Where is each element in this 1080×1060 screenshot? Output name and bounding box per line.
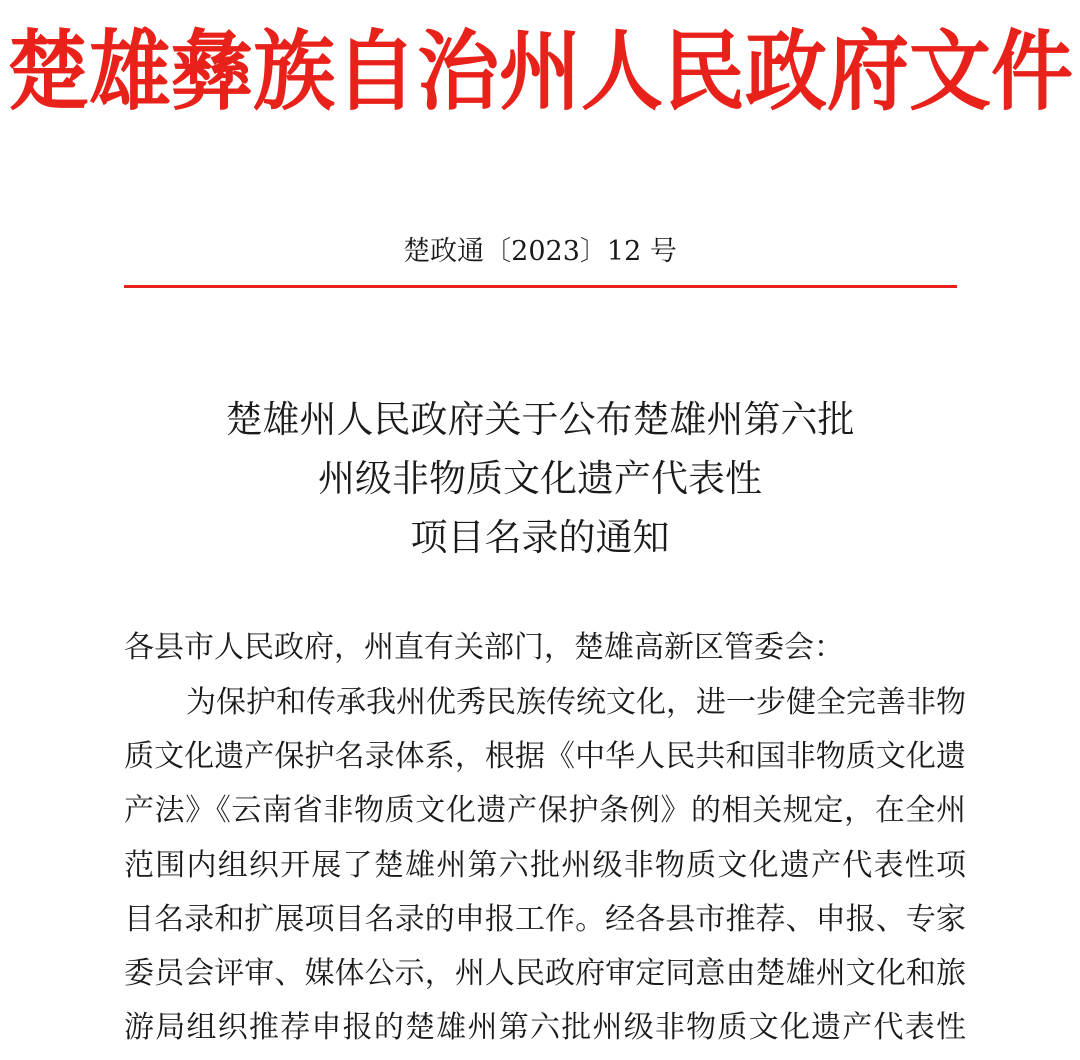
body-paragraph [124,676,966,1055]
title-line-1: 楚雄州人民政府关于公布楚雄州第六批 [225,398,855,441]
body-line: 游局组织推荐申报的楚雄州第六批州级非物质文化遗产代表性 [124,1010,966,1046]
notice-title [0,390,1080,567]
body-line: 质文化遗产保护名录体系，根据《中华人民共和国非物质文化遗 [124,739,966,775]
title-line-3: 项目名录的通知 [410,516,670,559]
body-line: 为保护和传承我州优秀民族传统文化，进一步健全完善非物 [186,685,966,720]
body-line: 产法》《云南省非物质文化遗产保护条例》的相关规定，在全州 [124,793,966,829]
body-line: 目名录和扩展项目名录的申报工作。经各县市推荐、申报、专家 [124,901,966,937]
document-number: 楚政通〔2023〕12 号 [403,236,677,267]
masthead-title: 楚雄彝族自治州人民政府文件 [6,22,1073,123]
red-divider-line [124,285,957,288]
addressee-line: 各县市人民政府，州直有关部门，楚雄高新区管委会： [124,630,844,665]
body-line: 委员会评审、媒体公示，州人民政府审定同意由楚雄州文化和旅 [124,955,966,991]
title-line-2: 州级非物质文化遗产代表性 [318,457,762,500]
body-line: 范围内组织开展了楚雄州第六批州级非物质文化遗产代表性项 [124,847,966,883]
